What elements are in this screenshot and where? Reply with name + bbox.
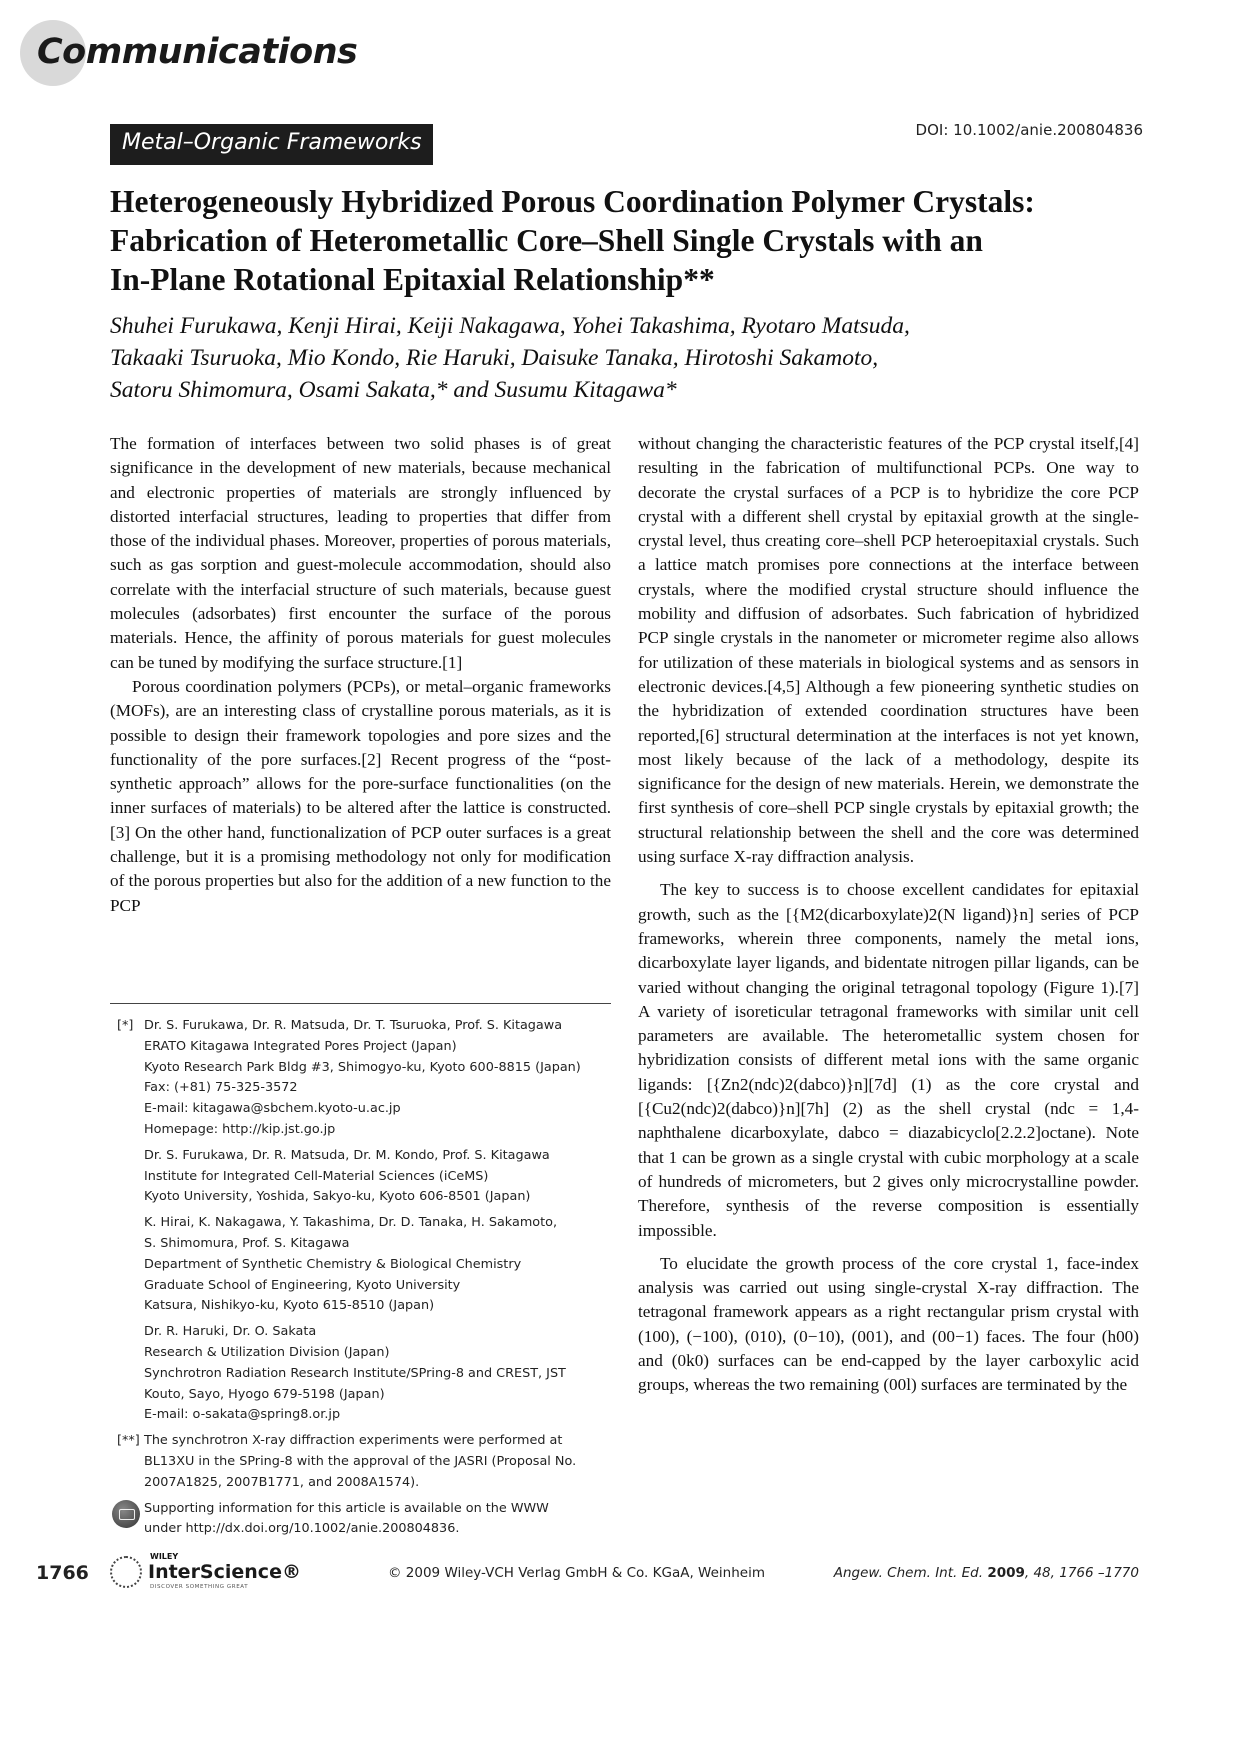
page-number: 1766	[36, 1562, 89, 1584]
topic-label-box	[110, 124, 433, 165]
footnote-mark: [*]	[117, 1018, 134, 1033]
journal-year: 2009	[987, 1565, 1025, 1581]
footnote-line: 2007A1825, 2007B1771, and 2008A1574).	[144, 1474, 420, 1490]
interscience-logo[interactable]	[110, 1552, 301, 1592]
footnote-line: under http://dx.doi.org/10.1002/anie.200804836.	[144, 1521, 460, 1537]
topic-label: Metal–Organic Frameworks	[122, 130, 422, 155]
footnote-line: E-mail: o-sakata@spring8.or.jp	[144, 1407, 341, 1423]
body-paragraph: The key to success is to choose excellent candidates for epitaxial growth, such as the [{M2(dicarboxylate)2(N ligand)}n] series of PCP frameworks, wherein three components, namely the metal ions, dicarboxylate layer ligands, and bidentate nitrogen pillar ligands, can be varied without changing the original tetragonal topology (Figure 1).[7] A variety of isoreticular tetragonal frameworks with similar unit cell parameters are available. The heterometallic system chosen for hybridization consists of different metal ions with the same organic ligands: [{Zn2(ndc)2(dabco)}n][7d] (1) as the core crystal and [{Cu2(ndc)2(dabco)}n][7h] (2) as the shell crystal (ndc = 1,4-naphthalene dicarboxylate, dabco = diazabicyclo[2.2.2]octane). Note that 1 can be grown as a single crystal with cubic morphology at a scale of hundreds of micrometers, but 2 gives only microcrystalline powder. Therefore, synthesis of the reverse composition is essentially impossible.	[638, 880, 1139, 1240]
footnote-block	[110, 1213, 620, 1317]
footnote-line: Kyoto Research Park Bldg #3, Shimogyo-ku, Kyoto 600-8815 (Japan)	[144, 1059, 581, 1075]
footnote-block	[110, 1322, 620, 1426]
author-line: Takaaki Tsuruoka, Mio Kondo, Rie Haruki, Daisuke Tanaka, Hirotoshi Sakamoto,	[110, 345, 879, 371]
author-list	[110, 310, 1160, 406]
body-paragraph: Porous coordination polymers (PCPs), or metal–organic frameworks (MOFs), are an interesting class of crystalline porous materials, as it is possible to design their framework topologies and pore sizes and the functionality of the pore surfaces.[2] Recent progress of the “post-synthetic approach” allows for the pore-surface functionalities (on the inner surfaces of materials) to be altered after the lattice is constructed.[3] On the other hand, functionalization of PCP outer surfaces is a great challenge, but it is a promising methodology not only for modification of the porous properties but also for the addition of a new function to the PCP	[110, 676, 611, 915]
footnote-block	[110, 1431, 620, 1493]
footnote-line: Synchrotron Radiation Research Institute/SPring-8 and CREST, JST	[144, 1365, 566, 1381]
body-paragraph: To elucidate the growth process of the core crystal 1, face-index analysis was carried out using single-crystal X-ray diffraction. The tetragonal framework appears as a right rectangular prism crystal with (100), (−100), (010), (0−10), (001), and (00−1) faces. The four (h00) and (0k0) surfaces can be end-capped by the layer carboxylic acid groups, whereas the two remaining (00l) surfaces are terminated by the	[638, 1253, 1139, 1395]
footnote-line: K. Hirai, K. Nakagawa, Y. Takashima, Dr. D. Tanaka, H. Sakamoto,	[144, 1215, 558, 1231]
title-line: Heterogeneously Hybridized Porous Coordination Polymer Crystals:	[110, 184, 1035, 219]
footnote-line: Dr. S. Furukawa, Dr. R. Matsuda, Dr. M. Kondo, Prof. S. Kitagawa	[144, 1147, 550, 1163]
logo-wiley: WILEY	[150, 1552, 179, 1561]
section-label: Communications	[37, 32, 358, 72]
footnote-line: Graduate School of Engineering, Kyoto University	[144, 1277, 461, 1293]
author-line: Satoru Shimomura, Osami Sakata,* and Susumu Kitagawa*	[110, 377, 677, 403]
logo-interscience: InterScience®	[148, 1561, 301, 1583]
footnote-line: The synchrotron X-ray diffraction experiments were performed at	[144, 1433, 563, 1449]
title-line: Fabrication of Heterometallic Core–Shell Single Crystals with an	[110, 223, 983, 258]
journal-volume-pages: , 48, 1766 –1770	[1024, 1565, 1139, 1581]
title-line: In-Plane Rotational Epitaxial Relationship**	[110, 262, 715, 297]
body-column-right	[638, 432, 1139, 1398]
footnote-line: Institute for Integrated Cell-Material Sciences (iCeMS)	[144, 1168, 489, 1184]
body-paragraph: without changing the characteristic features of the PCP crystal itself,[4] resulting in the fabrication of multifunctional PCPs. One way to decorate the crystal surfaces of a PCP is to hybridize the core PCP crystal with a different shell crystal by epitaxial growth at the single-crystal level, thus creating core–shell PCP heteroepitaxial crystals. Such a lattice match promises pore connections at the interface between crystals, where the modified crystal structure should influence the mobility and diffusion of adsorbates. Such fabrication of hybridized PCP single crystals in the nanometer or micrometer regime also allows for utilization of these materials in biological systems and as sensors in electronic devices.[4,5] Although a few pioneering synthetic studies on the hybridization of extended coordination structures have been reported,[6] structural determination at the interfaces is not yet known, most likely because of the lack of a methodology, despite its significance for the design of new materials. Herein, we demonstrate the first synthesis of core–shell PCP single crystals by epitaxial growth; the structural relationship between the shell and the core was determined using surface X-ray diffraction analysis.	[638, 434, 1139, 867]
footnote-line: Kyoto University, Yoshida, Sakyo-ku, Kyoto 606-8501 (Japan)	[144, 1189, 531, 1205]
footnote-line: Katsura, Nishikyo-ku, Kyoto 615-8510 (Japan)	[144, 1298, 435, 1314]
footnote-line: Homepage: http://kip.jst.go.jp	[144, 1121, 336, 1137]
footnote-line: S. Shimomura, Prof. S. Kitagawa	[144, 1235, 350, 1251]
footnote-line: Department of Synthetic Chemistry & Biological Chemistry	[144, 1256, 522, 1272]
footnote-divider	[110, 1003, 611, 1004]
doi: DOI: 10.1002/anie.200804836	[915, 121, 1143, 139]
footnote-block	[110, 1499, 620, 1541]
supporting-info-icon	[112, 1500, 140, 1528]
body-paragraph: The formation of interfaces between two solid phases is of great significance in the development of new materials, because mechanical and electronic properties of materials are strongly influenced by distorted interfacial structures, leading to properties that differ from those of the individual phases. Moreover, properties of porous materials, such as gas sorption and guest-molecule accommodation, should also correlate with the interfacial structure of such materials, because guest molecules (adsorbates) first encounter the surface of the porous materials. Hence, the affinity of porous materials for guest molecules can be tuned by modifying the surface structure.[1]	[110, 434, 611, 672]
footnote-line: Fax: (+81) 75-325-3572	[144, 1080, 298, 1096]
journal-reference	[834, 1565, 1139, 1581]
footnote-line: Supporting information for this article is available on the WWW	[144, 1500, 549, 1516]
footnote-line: E-mail: kitagawa@sbchem.kyoto-u.ac.jp	[144, 1101, 401, 1117]
author-line: Shuhei Furukawa, Kenji Hirai, Keiji Nakagawa, Yohei Takashima, Ryotaro Matsuda,	[110, 313, 910, 339]
article-title	[110, 182, 1160, 299]
body-column-left	[110, 432, 611, 918]
footnote-mark: [**]	[117, 1433, 140, 1449]
footnote-line: Kouto, Sayo, Hyogo 679-5198 (Japan)	[144, 1386, 385, 1402]
journal-name: Angew. Chem. Int. Ed.	[833, 1565, 984, 1581]
footnote-block	[110, 1016, 620, 1141]
footnote-line: Dr. S. Furukawa, Dr. R. Matsuda, Dr. T. Tsuruoka, Prof. S. Kitagawa	[144, 1018, 563, 1033]
logo-tagline: DISCOVER SOMETHING GREAT	[150, 1584, 249, 1590]
footnote-line: ERATO Kitagawa Integrated Pores Project (Japan)	[144, 1038, 457, 1054]
footnote-block	[110, 1146, 620, 1208]
logo-circle-icon	[110, 1556, 142, 1588]
footnotes	[110, 1016, 620, 1545]
copyright: © 2009 Wiley-VCH Verlag GmbH & Co. KGaA, Weinheim	[388, 1565, 765, 1581]
footnote-line: Research & Utilization Division (Japan)	[144, 1344, 390, 1360]
footnote-line: Dr. R. Haruki, Dr. O. Sakata	[144, 1324, 317, 1340]
footnote-line: BL13XU in the SPring-8 with the approval of the JASRI (Proposal No.	[144, 1453, 577, 1469]
